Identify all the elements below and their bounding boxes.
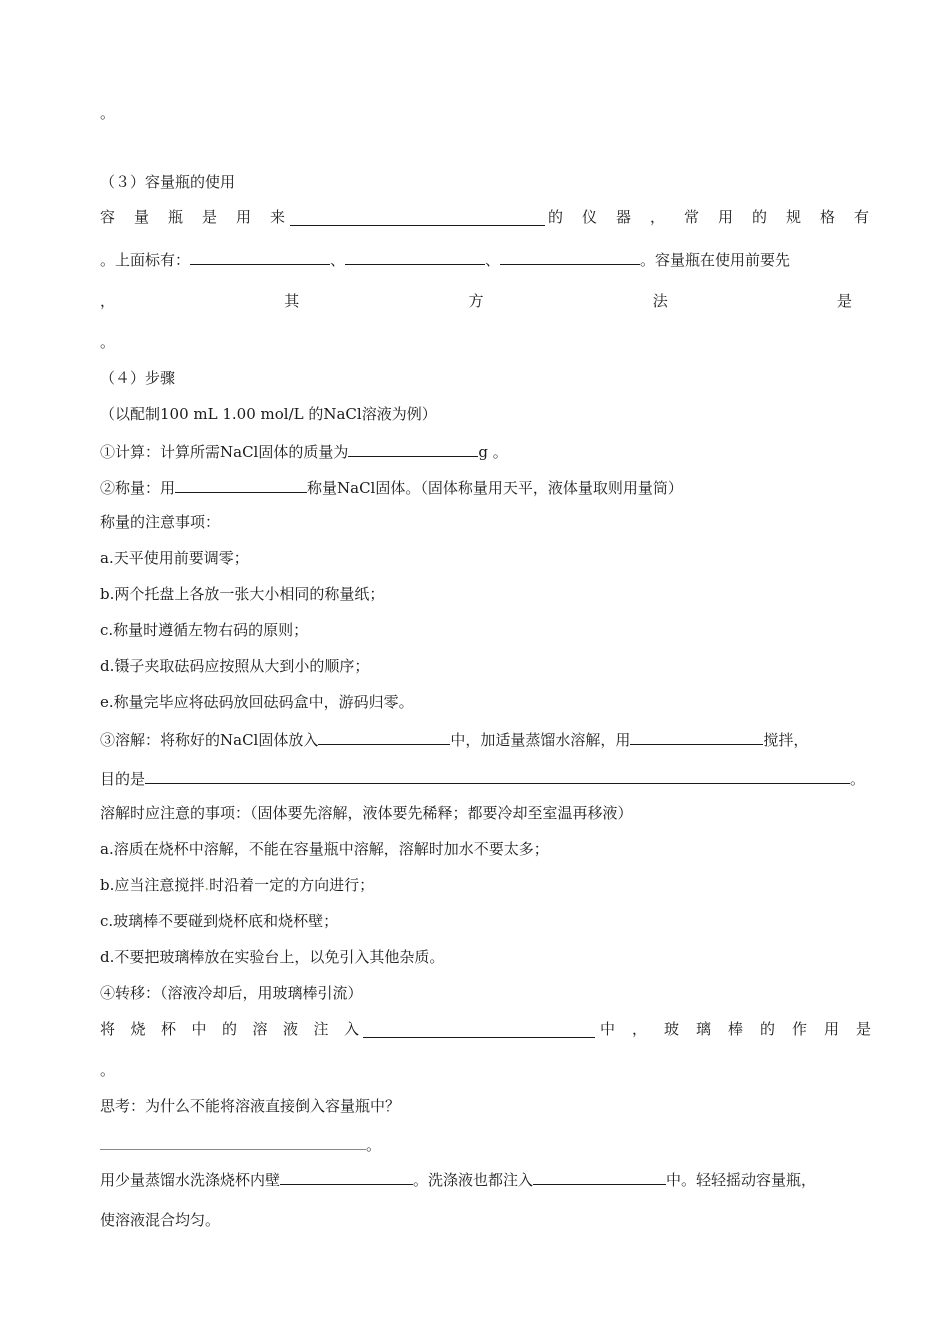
weigh-note-e: e.称量完毕应将砝码放回砝码盒中，游码归零。 [100,693,414,711]
dissolve-note-b-dot: . [204,876,210,894]
step-3-text-b: 中，加适量蒸馏水溶解，用 [450,731,631,749]
wash-text-c: 中。轻轻摇动容量瓶， [666,1171,817,1189]
fill-blank-mass[interactable] [348,440,478,457]
sec3-line-2-sep-2: 、 [485,251,501,269]
sec3-line-4: 。 [100,333,116,351]
wash-line [100,1168,816,1190]
sec3-line-3 [100,291,852,311]
dissolve-note-b-text-2: 时沿着一定的方向进行； [209,876,375,894]
step-1-text-a: ①计算：计算所需NaCl固体的质量为 [100,443,349,461]
wash-text-b: 。洗涤液也都注入 [413,1171,534,1189]
sec3-line-1-text-a: 容量瓶是用来 [100,208,305,226]
step-4-line-2: 。 [100,1061,116,1079]
sec3-line-1 [100,207,304,227]
fill-blank-container[interactable] [318,728,450,745]
fill-blank-purpose-of-stirring[interactable] [145,767,850,784]
step-3-purpose-text-a: 目的是 [100,770,146,788]
sec3-line-3-comma: ， [100,292,116,310]
step-2 [100,476,683,498]
think-question: 思考：为什么不能将溶液直接倒入容量瓶中？ [100,1097,401,1115]
step-3 [100,728,808,750]
section-4-example: （以配制100 mL 1.00 mol/L 的NaCl溶液为例） [100,405,437,423]
dissolve-notes-title: 溶解时应注意的事项：（固体要先溶解，液体要先稀释；都要冷却至室温再移液） [100,804,633,822]
sec3-line-2-sep-1: 、 [330,251,346,269]
dissolve-note-a: a.溶质在烧杯中溶解，不能在容量瓶中溶解，溶解时加水不要太多； [100,840,549,858]
step-2-text-a: ②称量：用 [100,479,176,497]
section-4-title: （４）步骤 [100,369,176,387]
weigh-notes-title: 称量的注意事项： [100,513,221,531]
think-answer [100,1133,381,1155]
weigh-note-a: a.天平使用前要调零； [100,549,249,567]
step-1-text-b: g 。 [478,443,508,461]
fill-blank-think-answer[interactable] [100,1133,366,1150]
sec3-line-2-text-b: 。容量瓶在使用前要先 [640,251,791,269]
step-3-text-c: 搅拌， [763,731,809,749]
step-4-line-1-b: 中，玻璃棒的作用是 [600,1020,889,1038]
sec3-line-2 [100,248,790,270]
top-period: 。 [100,104,116,122]
wash-line-2: 使溶液混合均匀。 [100,1211,221,1229]
weigh-note-c: c.称量时遵循左物右码的原则； [100,621,309,639]
sec3-line-3-fang: 方 [468,292,484,310]
step-2-text-b: 称量NaCl固体。（固体称量用天平，液体量取则用量筒） [307,479,683,497]
step-3-text-a: ③溶解：将称好的NaCl固体放入 [100,731,319,749]
sec3-line-3-qi: 其 [284,292,300,310]
section-3-title: （３）容量瓶的使用 [100,173,236,191]
dissolve-note-c: c.玻璃棒不要碰到烧杯底和烧杯壁； [100,912,339,930]
dissolve-note-d: d.不要把玻璃棒放在实验台上，以免引入其他杂质。 [100,948,445,966]
step-4-line-1-a: 将烧杯中的溶液注入 [100,1020,375,1038]
fill-blank-transfer-target[interactable] [363,1021,595,1038]
think-answer-period: 。 [366,1136,382,1154]
fill-blank-purpose[interactable] [290,209,545,226]
step-4-title: ④转移：（溶液冷却后，用玻璃棒引流） [100,984,363,1002]
fill-blank-stirrer[interactable] [630,728,763,745]
dissolve-note-b [100,875,374,895]
fill-blank-label-3[interactable] [500,248,640,265]
step-1 [100,440,508,462]
fill-blank-label-2[interactable] [345,248,485,265]
sec3-line-3-shi: 是 [836,292,852,310]
step-3-purpose-text-b: 。 [850,770,866,788]
weigh-note-d: d.镊子夹取砝码应按照从大到小的顺序； [100,657,370,675]
fill-blank-label-1[interactable] [190,248,330,265]
wash-text-a: 用少量蒸馏水洗涤烧杯内壁 [100,1171,281,1189]
dissolve-note-b-text-1: b.应当注意搅拌 [100,876,205,894]
sec3-line-1-b: 的仪器，常用的规格有 [548,208,889,226]
fill-blank-wash-target[interactable] [533,1168,666,1185]
fill-blank-balance[interactable] [175,476,307,493]
fill-blank-wash-times[interactable] [280,1168,413,1185]
sec3-line-2-text-a: 。上面标有： [100,251,191,269]
weigh-note-b: b.两个托盘上各放一张大小相同的称量纸； [100,585,385,603]
step-3-purpose [100,767,865,789]
sec3-line-3-fa: 法 [652,292,668,310]
